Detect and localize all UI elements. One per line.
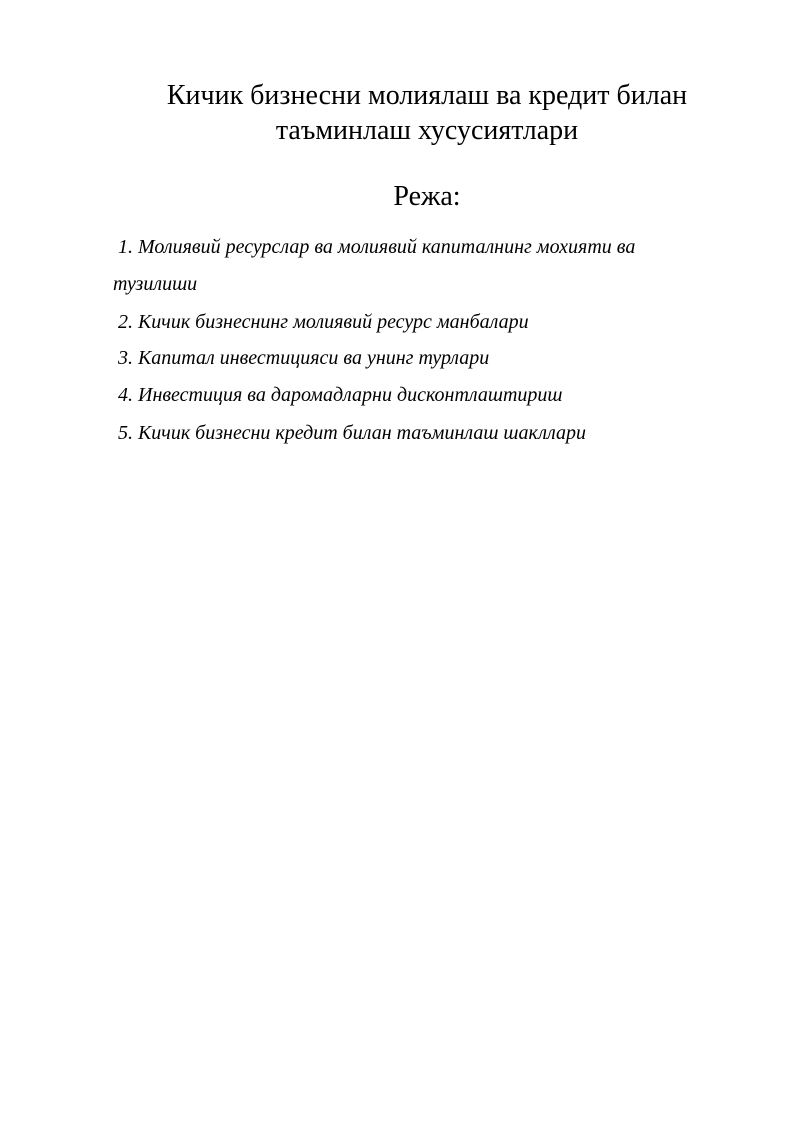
plan-heading: Режа: bbox=[393, 181, 461, 212]
plan-item-1-continuation: тузилиши bbox=[113, 273, 198, 295]
plan-item-3: 3. Капитал инвестицияси ва унинг турлари bbox=[118, 347, 490, 369]
plan-item-1: 1. Молиявий ресурслар ва молиявий капиталнинг мохияти ва bbox=[118, 236, 636, 258]
document-title-line-2: таъминлаш хусусиятлари bbox=[275, 115, 579, 146]
document-title-line-1: Кичик бизнесни молиялаш ва кредит билан bbox=[166, 80, 688, 111]
plan-item-5: 5. Кичик бизнесни кредит билан таъминлаш шакллари bbox=[118, 422, 586, 444]
plan-item-4: 4. Инвестиция ва даромадларни дисконтлаштириш bbox=[118, 384, 563, 406]
plan-item-2: 2. Кичик бизнеснинг молиявий ресурс манбалари bbox=[118, 311, 529, 333]
